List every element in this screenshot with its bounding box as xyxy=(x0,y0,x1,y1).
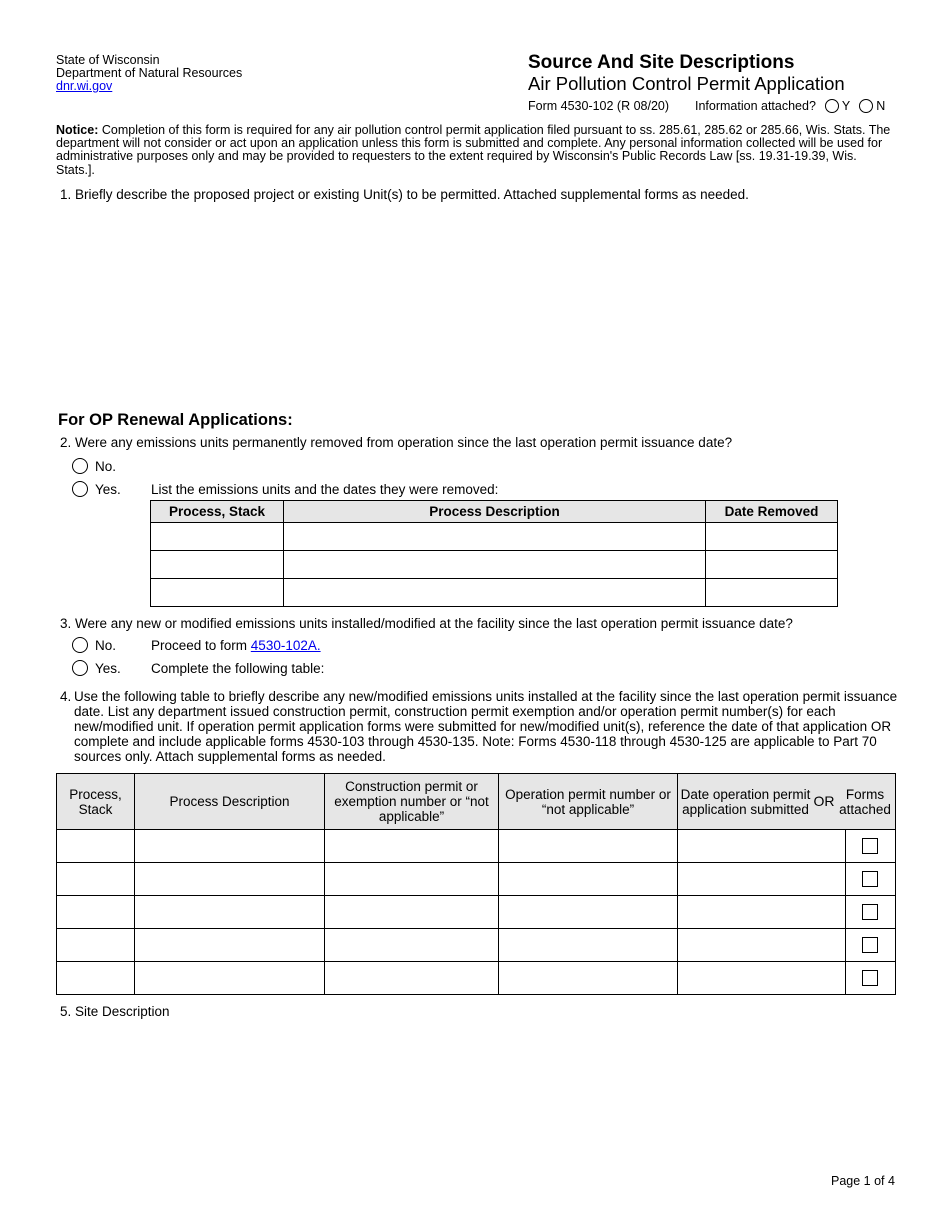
process-description-cell[interactable] xyxy=(284,579,706,607)
col-or-label: OR xyxy=(813,793,835,809)
q2-yes-label: Yes. xyxy=(95,481,121,497)
agency-url-link[interactable]: dnr.wi.gov xyxy=(56,79,113,93)
date-submitted-cell[interactable] xyxy=(678,962,846,995)
table-row xyxy=(151,523,838,551)
forms-attached-checkbox[interactable] xyxy=(862,838,878,854)
q2-yes-option xyxy=(72,481,498,497)
removed-units-table xyxy=(150,500,838,607)
process-stack-cell[interactable] xyxy=(151,579,284,607)
col-process-stack: Process, Stack xyxy=(57,774,135,830)
operation-permit-cell[interactable] xyxy=(499,896,678,929)
operation-permit-cell[interactable] xyxy=(499,929,678,962)
agency-block xyxy=(56,54,242,93)
process-stack-cell[interactable] xyxy=(57,830,135,863)
q3-no-label: No. xyxy=(95,637,117,653)
table-row xyxy=(57,962,896,995)
process-stack-cell[interactable] xyxy=(57,896,135,929)
table-row xyxy=(57,896,896,929)
q4-text: Use the following table to briefly describe any new/modified emissions units installed at the facility since the last operation permit issuance date. List any department issued construction permit, construction permit exemption and/or operation permit number(s) for each new/modified unit. If operation permit application forms were submitted for new/modified unit(s), reference the date of that application OR complete and include applicable forms 4530-103 through 4530-135. Note: Forms 4530-118 through 4530-125 are applicable to Part 70 sources only. Attach supplemental forms as needed. xyxy=(74,689,898,764)
construction-permit-cell[interactable] xyxy=(325,863,499,896)
col-construction-permit: Construction permit or exemption number or “not applicable” xyxy=(325,774,499,830)
question-2: 2. Were any emissions units permanently removed from operation since the last operation permit issuance date? xyxy=(60,435,733,450)
process-description-cell[interactable] xyxy=(135,962,325,995)
operation-permit-cell[interactable] xyxy=(499,830,678,863)
q2-no-label: No. xyxy=(95,458,117,474)
forms-attached-checkbox[interactable] xyxy=(862,970,878,986)
q2-yes-radio[interactable] xyxy=(72,481,88,497)
form-number: Form 4530-102 (R 08/20) xyxy=(528,99,670,113)
date-submitted-cell[interactable] xyxy=(678,896,846,929)
process-description-cell[interactable] xyxy=(284,551,706,579)
table-row xyxy=(57,863,896,896)
forms-attached-checkbox[interactable] xyxy=(862,871,878,887)
col-process-description: Process Description xyxy=(135,774,325,830)
question-5: 5. Site Description xyxy=(60,1004,170,1019)
table-row xyxy=(57,830,896,863)
q3-no-option xyxy=(72,637,321,653)
process-description-cell[interactable] xyxy=(135,830,325,863)
date-submitted-cell[interactable] xyxy=(678,863,846,896)
info-attached-yes-label: Y xyxy=(841,99,851,113)
forms-attached-cell xyxy=(845,962,895,995)
col-operation-permit: Operation permit number or “not applicable” xyxy=(499,774,678,830)
date-submitted-cell[interactable] xyxy=(678,929,846,962)
process-description-cell[interactable] xyxy=(135,929,325,962)
col-forms-attached: Forms attached xyxy=(839,786,891,817)
col-date-or-forms xyxy=(678,774,896,830)
operation-permit-cell[interactable] xyxy=(499,863,678,896)
date-submitted-cell[interactable] xyxy=(678,830,846,863)
page-number: Page 1 of 4 xyxy=(831,1174,895,1188)
forms-attached-cell xyxy=(845,830,895,863)
col-process-stack: Process, Stack xyxy=(151,501,284,523)
form-subtitle: Air Pollution Control Permit Application xyxy=(528,73,845,94)
process-description-cell[interactable] xyxy=(284,523,706,551)
info-attached-label: Information attached? xyxy=(695,99,816,113)
notice-label: Notice: xyxy=(56,123,99,137)
col-process-description: Process Description xyxy=(284,501,706,523)
construction-permit-cell[interactable] xyxy=(325,830,499,863)
process-description-cell[interactable] xyxy=(135,863,325,896)
q3-no-radio[interactable] xyxy=(72,637,88,653)
forms-attached-checkbox[interactable] xyxy=(862,937,878,953)
new-units-table xyxy=(56,773,896,995)
process-description-cell[interactable] xyxy=(135,896,325,929)
construction-permit-cell[interactable] xyxy=(325,896,499,929)
process-stack-cell[interactable] xyxy=(57,929,135,962)
forms-attached-checkbox[interactable] xyxy=(862,904,878,920)
q3-no-instruction: Proceed to form xyxy=(151,637,251,653)
info-attached-yes-radio[interactable] xyxy=(825,99,839,113)
q3-yes-instruction: Complete the following table: xyxy=(151,660,325,676)
col-date-submitted: Date operation permit application submitted xyxy=(680,786,811,817)
construction-permit-cell[interactable] xyxy=(325,962,499,995)
q2-no-radio[interactable] xyxy=(72,458,88,474)
info-attached-no-radio[interactable] xyxy=(859,99,873,113)
q4-number: 4. xyxy=(60,689,72,704)
col-date-removed: Date Removed xyxy=(706,501,838,523)
table-row xyxy=(151,551,838,579)
form-info-line xyxy=(528,99,885,113)
forms-attached-cell xyxy=(845,896,895,929)
forms-attached-cell xyxy=(845,929,895,962)
process-stack-cell[interactable] xyxy=(151,551,284,579)
agency-state: State of Wisconsin xyxy=(56,53,160,67)
form-title: Source And Site Descriptions xyxy=(528,52,795,73)
q3-yes-radio[interactable] xyxy=(72,660,88,676)
process-stack-cell[interactable] xyxy=(57,962,135,995)
construction-permit-cell[interactable] xyxy=(325,929,499,962)
table-row xyxy=(57,929,896,962)
question-4 xyxy=(60,689,900,764)
table-row xyxy=(151,579,838,607)
agency-department: Department of Natural Resources xyxy=(56,66,243,80)
question-1: 1. Briefly describe the proposed project or existing Unit(s) to be permitted. Attached supplemental forms as needed. xyxy=(60,187,749,202)
q2-no-option xyxy=(72,458,151,474)
date-removed-cell[interactable] xyxy=(706,579,838,607)
info-attached-no-label: N xyxy=(876,99,886,113)
q3-yes-option xyxy=(72,660,324,676)
table-header-row xyxy=(151,501,838,523)
q2-yes-instruction: List the emissions units and the dates they were removed: xyxy=(151,481,499,497)
date-removed-cell[interactable] xyxy=(706,523,838,551)
notice-paragraph xyxy=(56,124,896,177)
forms-attached-cell xyxy=(845,863,895,896)
process-stack-cell[interactable] xyxy=(57,863,135,896)
op-renewal-heading: For OP Renewal Applications: xyxy=(58,411,293,429)
date-removed-cell[interactable] xyxy=(706,551,838,579)
process-stack-cell[interactable] xyxy=(151,523,284,551)
notice-text: Completion of this form is required for any air pollution control permit application filed pursuant to ss. 285.61, 285.62 or 285.66, Wis. Stats. The department will not consider or act upon an application unless this form is submitted and complete. Any personal information collected will be used for administrative purposes only and may be provided to requesters to the extent required by Wisconsin's Public Records Law [ss. 19.31-19.39, Wis. Stats.]. xyxy=(56,123,891,177)
form-4530-102a-link[interactable]: 4530-102A. xyxy=(250,637,321,653)
question-3: 3. Were any new or modified emissions units installed/modified at the facility since the last operation permit issuance date? xyxy=(60,616,793,631)
operation-permit-cell[interactable] xyxy=(499,962,678,995)
q3-yes-label: Yes. xyxy=(95,660,121,676)
table-header-row xyxy=(57,774,896,830)
title-block xyxy=(528,52,885,113)
